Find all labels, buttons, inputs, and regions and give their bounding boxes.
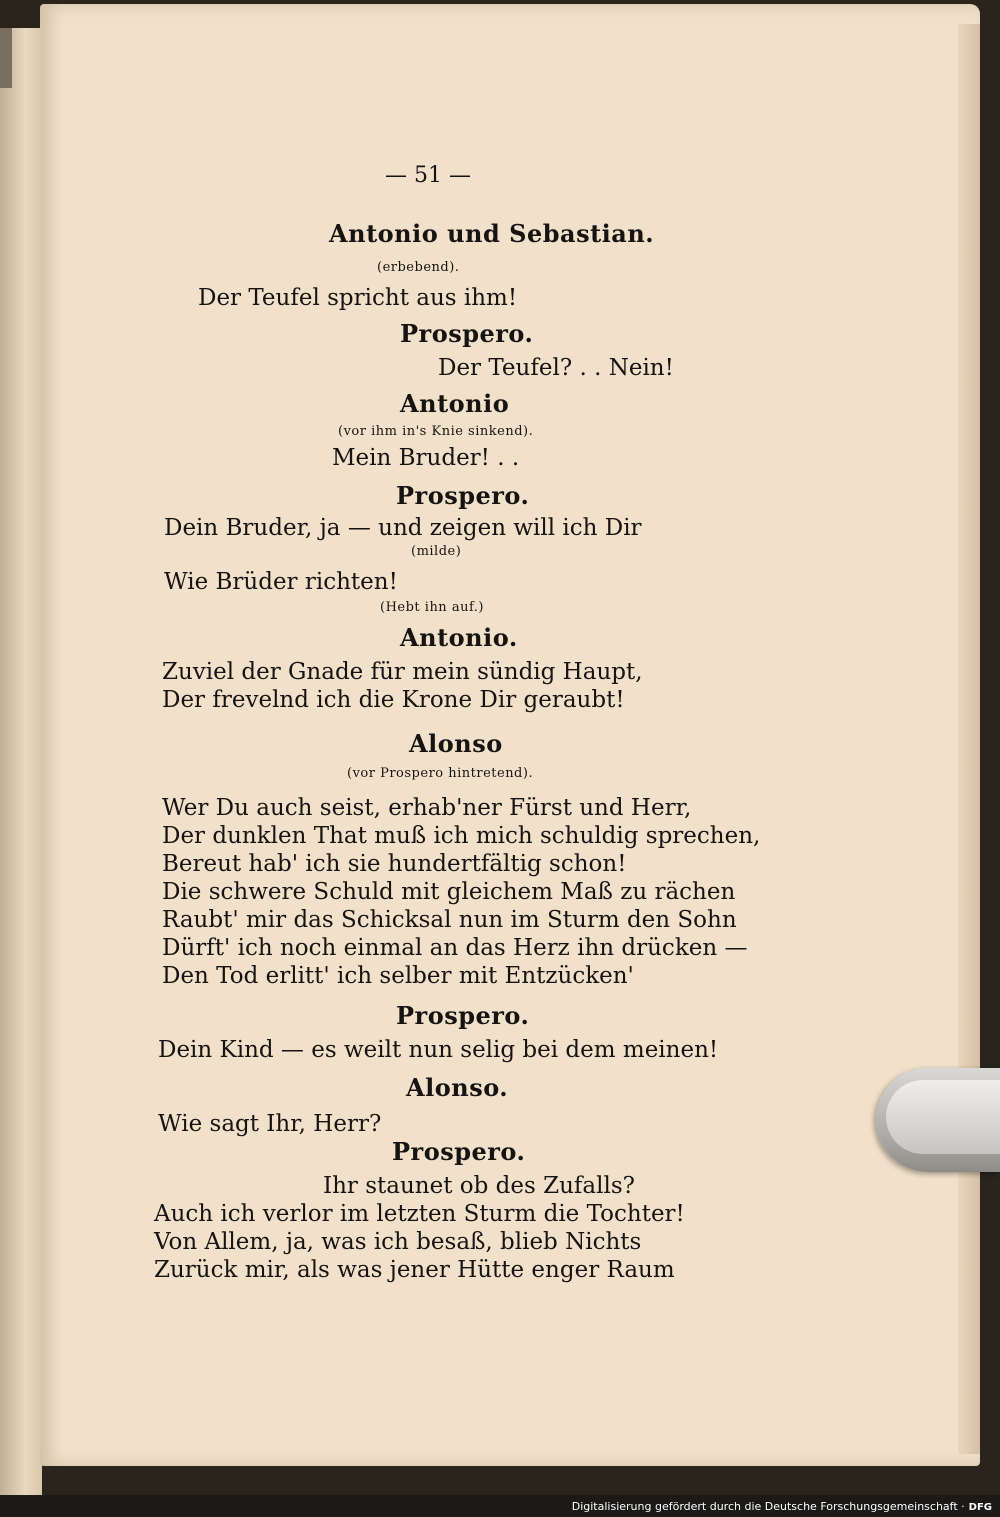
page-clip bbox=[876, 1068, 1000, 1172]
verse-line: Dürft' ich noch einmal an das Herz ihn drücken — bbox=[162, 935, 748, 961]
stage-direction: (vor Prospero hintretend). bbox=[347, 766, 534, 781]
verse-line: Den Tod erlitt' ich selber mit Entzücken' bbox=[162, 963, 634, 989]
page-clip-highlight bbox=[886, 1080, 1000, 1154]
stage-direction: (erbebend). bbox=[377, 260, 460, 275]
binding-strip bbox=[0, 28, 12, 88]
verse-line: Wie sagt Ihr, Herr? bbox=[158, 1111, 382, 1137]
speaker-name: Alonso bbox=[409, 729, 503, 758]
speaker-name: Antonio und Sebastian. bbox=[329, 219, 655, 248]
verse-line: Die schwere Schuld mit gleichem Maß zu rächen bbox=[162, 879, 736, 905]
book-page bbox=[40, 4, 980, 1466]
verse-line: Der Teufel spricht aus ihm! bbox=[198, 285, 518, 311]
verse-line: Der dunklen That muß ich mich schuldig sprechen, bbox=[162, 823, 761, 849]
verse-line: Wer Du auch seist, erhab'ner Fürst und Herr, bbox=[162, 795, 692, 821]
verse-line: Wie Brüder richten! bbox=[164, 569, 398, 595]
verse-line: Der Teufel? . . Nein! bbox=[438, 355, 674, 381]
digitization-credit bbox=[572, 1500, 992, 1515]
stage-direction: (Hebt ihn auf.) bbox=[380, 600, 484, 615]
speaker-name: Antonio bbox=[400, 389, 510, 418]
verse-line: Auch ich verlor im letzten Sturm die Tochter! bbox=[154, 1201, 685, 1227]
page-number: — 51 — bbox=[385, 163, 471, 188]
verse-line: Zurück mir, als was jener Hütte enger Raum bbox=[154, 1257, 675, 1283]
verse-line: Von Allem, ja, was ich besaß, blieb Nichts bbox=[154, 1229, 642, 1255]
verse-line: Dein Kind — es weilt nun selig bei dem meinen! bbox=[158, 1037, 719, 1063]
verse-line: Zuviel der Gnade für mein sündig Haupt, bbox=[162, 659, 643, 685]
verse-line: Raubt' mir das Schicksal nun im Sturm den Sohn bbox=[162, 907, 737, 933]
speaker-name: Alonso. bbox=[406, 1073, 509, 1102]
dfg-logo: DFG bbox=[968, 1502, 992, 1513]
stage-direction: (vor ihm in's Knie sinkend). bbox=[338, 424, 534, 439]
stage-direction: (milde) bbox=[411, 544, 462, 559]
speaker-name: Prospero. bbox=[396, 1001, 530, 1030]
verse-line: Ihr staunet ob des Zufalls? bbox=[323, 1173, 635, 1199]
facing-page-edge bbox=[0, 28, 42, 1495]
verse-line: Der frevelnd ich die Krone Dir geraubt! bbox=[162, 687, 625, 713]
verse-line: Dein Bruder, ja — und zeigen will ich Dir bbox=[164, 515, 642, 541]
verse-line: Mein Bruder! . . bbox=[332, 445, 520, 471]
speaker-name: Prospero. bbox=[396, 481, 530, 510]
credit-text: Digitalisierung gefördert durch die Deutsche Forschungsgemeinschaft · bbox=[571, 1500, 965, 1513]
speaker-name: Antonio. bbox=[400, 623, 518, 652]
speaker-name: Prospero. bbox=[392, 1137, 526, 1166]
page-stack-edge bbox=[958, 24, 980, 1454]
verse-line: Bereut hab' ich sie hundertfältig schon! bbox=[162, 851, 627, 877]
speaker-name: Prospero. bbox=[400, 319, 534, 348]
